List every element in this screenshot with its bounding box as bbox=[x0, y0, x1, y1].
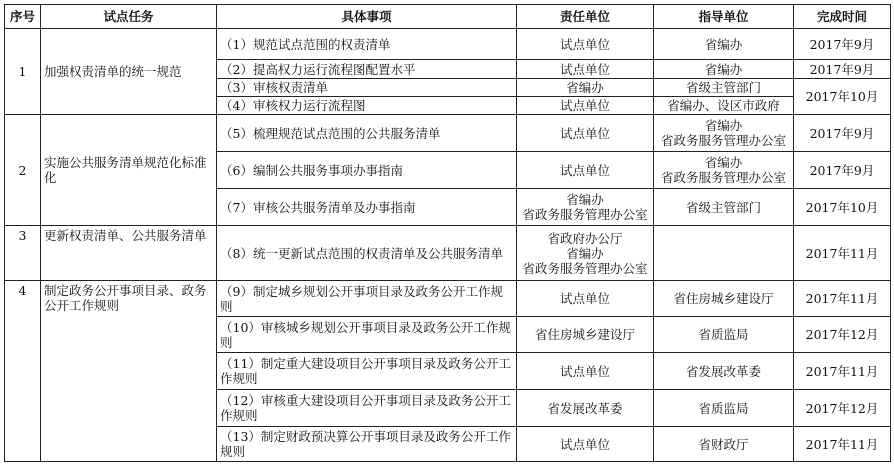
cell-item: （1）规范试点范围的权责清单 bbox=[217, 29, 517, 60]
cell-responsible-unit: 省编办 省政务服务管理办公室 bbox=[517, 189, 654, 226]
cell-responsible-unit: 试点单位 bbox=[517, 281, 654, 317]
cell-item: （5）梳理规范试点范围的公共服务清单 bbox=[217, 115, 517, 152]
cell-responsible-unit: 省编办 bbox=[517, 79, 654, 97]
cell-guiding-unit: 省质监局 bbox=[654, 317, 794, 353]
cell-completion-time: 2017年10月 bbox=[794, 79, 891, 115]
cell-completion-time: 2017年11月 bbox=[794, 281, 891, 317]
cell-completion-time: 2017年9月 bbox=[794, 29, 891, 60]
cell-responsible-unit: 试点单位 bbox=[517, 353, 654, 390]
cell-responsible-unit: 试点单位 bbox=[517, 115, 654, 152]
cell-item: （2）提高权力运行流程图配置水平 bbox=[217, 60, 517, 79]
cell-task: 实施公共服务清单规范化标准化 bbox=[41, 115, 217, 226]
cell-item: （4）审核权力运行流程图 bbox=[217, 97, 517, 115]
header-responsible-unit: 责任单位 bbox=[517, 5, 654, 29]
cell-number: 2 bbox=[5, 115, 41, 226]
cell-task: 加强权责清单的统一规范 bbox=[41, 29, 217, 115]
cell-completion-time: 2017年9月 bbox=[794, 60, 891, 79]
cell-guiding-unit: 省级主管部门 bbox=[654, 79, 794, 97]
cell-guiding-unit: 省编办、设区市政府 bbox=[654, 97, 794, 115]
cell-completion-time: 2017年11月 bbox=[794, 353, 891, 390]
pilot-task-table bbox=[4, 4, 891, 462]
table-row bbox=[5, 226, 891, 281]
header-completion-time: 完成时间 bbox=[794, 5, 891, 29]
header-guiding-unit: 指导单位 bbox=[654, 5, 794, 29]
cell-responsible-unit: 试点单位 bbox=[517, 427, 654, 462]
cell-item: （7）审核公共服务清单及办事指南 bbox=[217, 189, 517, 226]
cell-task: 制定政务公开事项目录、政务公开工作规则 bbox=[41, 281, 217, 462]
cell-item: （3）审核权责清单 bbox=[217, 79, 517, 97]
cell-guiding-unit: 省编办 省政务服务管理办公室 bbox=[654, 115, 794, 152]
cell-responsible-unit: 省住房城乡建设厅 bbox=[517, 317, 654, 353]
table-row bbox=[5, 115, 891, 152]
cell-completion-time: 2017年9月 bbox=[794, 152, 891, 189]
cell-item: （10）审核城乡规划公开事项目录及政务公开工作规则 bbox=[217, 317, 517, 353]
cell-completion-time: 2017年9月 bbox=[794, 115, 891, 152]
header-row bbox=[5, 5, 891, 29]
cell-guiding-unit bbox=[654, 226, 794, 281]
cell-completion-time: 2017年11月 bbox=[794, 427, 891, 462]
cell-item: （8）统一更新试点范围的权责清单及公共服务清单 bbox=[217, 226, 517, 281]
table-row bbox=[5, 29, 891, 60]
cell-guiding-unit: 省级主管部门 bbox=[654, 189, 794, 226]
cell-item: （12）审核重大建设项目公开事项目录及政务公开工作规则 bbox=[217, 390, 517, 427]
cell-responsible-unit: 省发展改革委 bbox=[517, 390, 654, 427]
cell-responsible-unit: 试点单位 bbox=[517, 97, 654, 115]
table-row bbox=[5, 281, 891, 317]
cell-completion-time: 2017年10月 bbox=[794, 189, 891, 226]
cell-guiding-unit: 省发展改革委 bbox=[654, 353, 794, 390]
cell-number: 1 bbox=[5, 29, 41, 115]
header-number: 序号 bbox=[5, 5, 41, 29]
cell-completion-time: 2017年12月 bbox=[794, 390, 891, 427]
cell-item: （6）编制公共服务事项办事指南 bbox=[217, 152, 517, 189]
cell-responsible-unit: 试点单位 bbox=[517, 60, 654, 79]
cell-guiding-unit: 省编办 bbox=[654, 60, 794, 79]
cell-guiding-unit: 省编办 bbox=[654, 29, 794, 60]
cell-completion-time: 2017年11月 bbox=[794, 226, 891, 281]
cell-item: （13）制定财政预决算公开事项目录及政务公开工作规则 bbox=[217, 427, 517, 462]
cell-task: 更新权责清单、公共服务清单 bbox=[41, 226, 217, 281]
cell-number: 3 bbox=[5, 226, 41, 281]
cell-completion-time: 2017年12月 bbox=[794, 317, 891, 353]
cell-item: （9）制定城乡规划公开事项目录及政务公开工作规则 bbox=[217, 281, 517, 317]
cell-responsible-unit: 试点单位 bbox=[517, 29, 654, 60]
cell-responsible-unit: 省政府办公厅 省编办 省政务服务管理办公室 bbox=[517, 226, 654, 281]
cell-responsible-unit: 试点单位 bbox=[517, 152, 654, 189]
cell-guiding-unit: 省质监局 bbox=[654, 390, 794, 427]
cell-item: （11）制定重大建设项目公开事项目录及政务公开工作规则 bbox=[217, 353, 517, 390]
header-item: 具体事项 bbox=[217, 5, 517, 29]
cell-guiding-unit: 省编办 省政务服务管理办公室 bbox=[654, 152, 794, 189]
cell-number: 4 bbox=[5, 281, 41, 462]
header-task: 试点任务 bbox=[41, 5, 217, 29]
cell-guiding-unit: 省住房城乡建设厅 bbox=[654, 281, 794, 317]
cell-guiding-unit: 省财政厅 bbox=[654, 427, 794, 462]
